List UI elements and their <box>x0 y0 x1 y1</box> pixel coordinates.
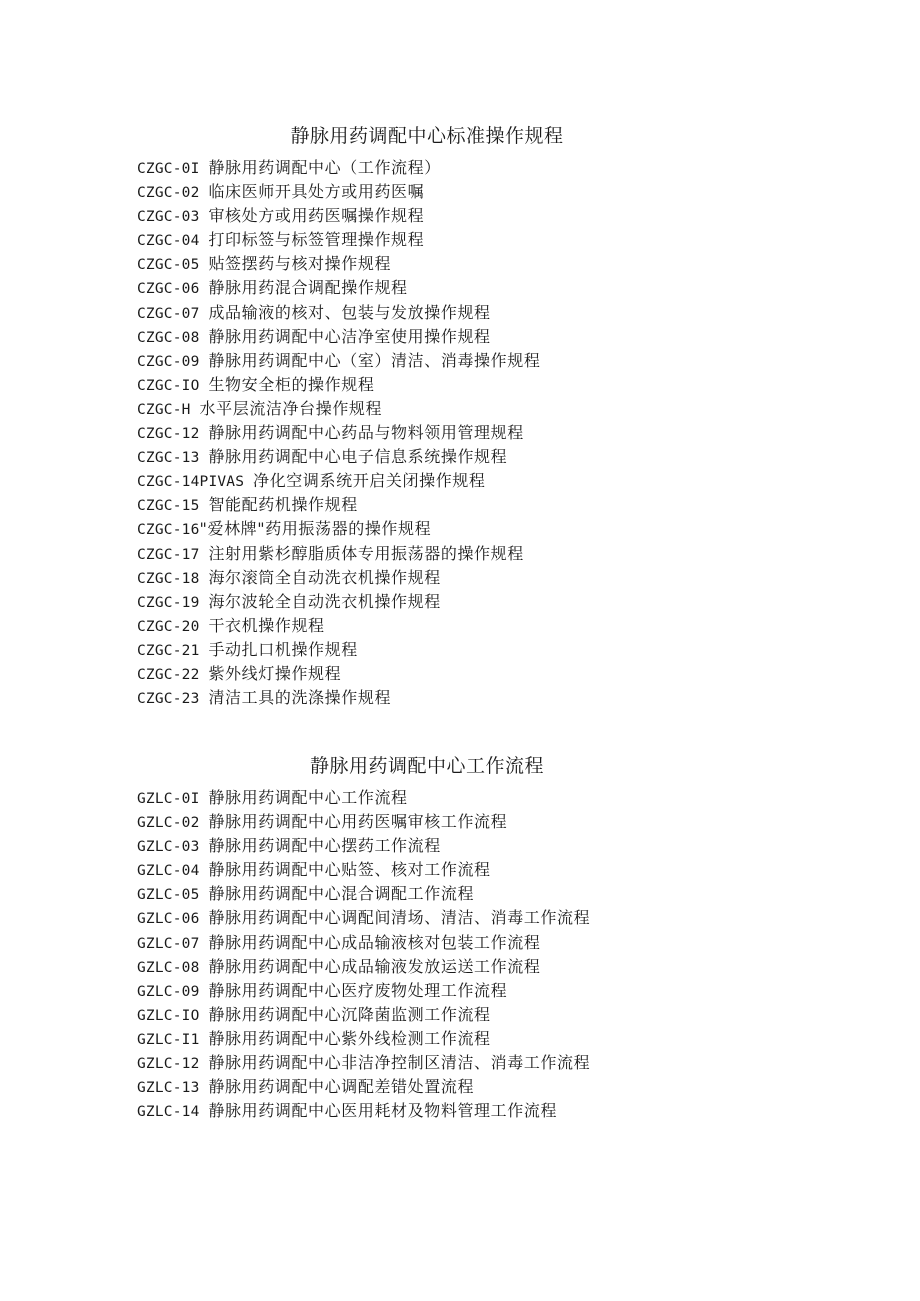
list-item <box>137 228 777 252</box>
list-item <box>137 252 777 276</box>
item-title: 海尔滚筒全自动洗衣机操作规程 <box>208 567 441 587</box>
list-item <box>137 517 777 541</box>
item-code: GZLC-07 <box>137 935 209 952</box>
item-code: CZGC-16 <box>137 522 200 539</box>
item-title: 海尔波轮全自动洗衣机操作规程 <box>208 591 441 611</box>
item-code: CZGC-IO <box>137 377 209 394</box>
item-code: GZLC-14 <box>137 1104 209 1121</box>
item-code: GZLC-02 <box>137 815 209 832</box>
list-item <box>137 590 777 614</box>
item-title: 手动扎口机操作规程 <box>208 639 358 659</box>
item-title: 临床医师开具处方或用药医嘱 <box>208 182 425 202</box>
item-title: 静脉用药调配中心药品与物料领用管理规程 <box>208 423 524 443</box>
sop-section <box>137 122 777 710</box>
item-code: CZGC-02 <box>137 185 209 202</box>
item-title: 静脉用药调配中心非洁净控制区清洁、消毒工作流程 <box>208 1053 591 1073</box>
item-code: CZGC-0I <box>137 161 209 177</box>
item-code: CZGC-18 <box>137 570 209 587</box>
item-title: 水平层流洁净台操作规程 <box>199 398 383 418</box>
item-title: 紫外线灯操作规程 <box>208 663 342 683</box>
item-title: 净化空调系统开启关闭操作规程 <box>253 471 486 491</box>
item-title: 打印标签与标签管理操作规程 <box>208 230 425 250</box>
list-item <box>137 1003 777 1027</box>
list-item <box>137 469 777 493</box>
item-code: CZGC-09 <box>137 353 209 370</box>
item-code: CZGC-19 <box>137 594 209 611</box>
item-title: 审核处方或用药医嘱操作规程 <box>208 206 425 226</box>
item-code: CZGC-13 <box>137 450 209 467</box>
item-title: 静脉用药调配中心成品输液发放运送工作流程 <box>208 956 541 976</box>
item-title: 成品输液的核对、包装与发放操作规程 <box>208 302 491 322</box>
item-title: 贴签摆药与核对操作规程 <box>208 254 392 274</box>
item-code: CZGC-12 <box>137 426 209 443</box>
item-title: 清洁工具的洗涤操作规程 <box>208 688 392 708</box>
section-title: 静脉用药调配中心工作流程 <box>309 755 544 777</box>
item-code: CZGC-21 <box>137 642 209 659</box>
list-item <box>137 810 777 834</box>
workflow-section <box>137 752 777 1123</box>
list-item <box>137 180 777 204</box>
list-item <box>137 638 777 662</box>
item-code: GZLC-I1 <box>137 1031 209 1048</box>
item-code: CZGC-06 <box>137 281 209 298</box>
item-code: CZGC-20 <box>137 618 209 635</box>
item-title: 静脉用药调配中心洁净室使用操作规程 <box>208 326 491 346</box>
list-item <box>137 204 777 228</box>
item-code: CZGC-23 <box>137 691 209 708</box>
list-item <box>137 1099 777 1123</box>
item-code: CZGC-04 <box>137 233 209 250</box>
list-item <box>137 421 777 445</box>
item-code: GZLC-13 <box>137 1080 209 1097</box>
item-title: 干衣机操作规程 <box>208 615 325 635</box>
list-item <box>137 834 777 858</box>
item-title: 注射用紫杉醇脂质体专用振荡器的操作规程 <box>208 543 524 563</box>
item-code: CZGC-07 <box>137 305 209 322</box>
item-title: 静脉用药调配中心用药医嘱审核工作流程 <box>208 812 508 832</box>
list-item <box>137 931 777 955</box>
list-item <box>137 1027 777 1051</box>
item-title: 智能配药机操作规程 <box>208 495 358 515</box>
list-item <box>137 397 777 421</box>
item-title: 生物安全柜的操作规程 <box>208 374 375 394</box>
list-item <box>137 542 777 566</box>
workflow-list <box>137 786 777 1123</box>
item-code: CZGC-05 <box>137 257 209 274</box>
item-code: CZGC-14PIVAS <box>137 474 254 491</box>
item-title: 静脉用药调配中心（工作流程） <box>208 158 441 177</box>
item-title: 静脉用药调配中心混合调配工作流程 <box>208 884 475 904</box>
list-item <box>137 445 777 469</box>
item-title: 静脉用药调配中心电子信息系统操作规程 <box>208 447 508 467</box>
list-item <box>137 662 777 686</box>
item-title: 静脉用药调配中心工作流程 <box>208 788 408 807</box>
item-code: GZLC-0I <box>137 791 209 807</box>
item-title: 静脉用药混合调配操作规程 <box>208 278 408 298</box>
list-item <box>137 686 777 710</box>
item-code: GZLC-06 <box>137 911 209 928</box>
item-title: 静脉用药调配中心（室）清洁、消毒操作规程 <box>208 350 541 370</box>
item-title: 静脉用药调配中心医用耗材及物料管理工作流程 <box>208 1101 558 1121</box>
item-title: "爱林牌"药用振荡器的操作规程 <box>199 519 432 539</box>
item-title: 静脉用药调配中心医疗废物处理工作流程 <box>208 980 508 1000</box>
item-code: GZLC-03 <box>137 839 209 856</box>
item-code: GZLC-05 <box>137 887 209 904</box>
item-title: 静脉用药调配中心摆药工作流程 <box>208 836 441 856</box>
sop-list <box>137 156 777 710</box>
list-item <box>137 325 777 349</box>
item-code: CZGC-03 <box>137 209 209 226</box>
list-item <box>137 955 777 979</box>
list-item <box>137 1051 777 1075</box>
item-code: GZLC-IO <box>137 1007 209 1024</box>
list-item <box>137 349 777 373</box>
item-code: GZLC-12 <box>137 1056 209 1073</box>
list-item <box>137 786 777 810</box>
list-item <box>137 566 777 590</box>
item-title: 静脉用药调配中心紫外线检测工作流程 <box>208 1028 491 1048</box>
list-item <box>137 301 777 325</box>
item-code: CZGC-15 <box>137 498 209 515</box>
item-code: GZLC-09 <box>137 983 209 1000</box>
list-item <box>137 614 777 638</box>
item-code: CZGC-08 <box>137 329 209 346</box>
item-title: 静脉用药调配中心贴签、核对工作流程 <box>208 860 491 880</box>
list-item <box>137 156 777 180</box>
item-code: CZGC-22 <box>137 666 209 683</box>
list-item <box>137 979 777 1003</box>
item-code: CZGC-17 <box>137 546 209 563</box>
item-title: 静脉用药调配中心成品输液核对包装工作流程 <box>208 932 541 952</box>
list-item <box>137 276 777 300</box>
item-code: GZLC-08 <box>137 959 209 976</box>
item-code: CZGC-H <box>137 401 200 418</box>
item-code: GZLC-04 <box>137 863 209 880</box>
list-item <box>137 906 777 930</box>
list-item <box>137 493 777 517</box>
list-item <box>137 1075 777 1099</box>
item-title: 静脉用药调配中心调配间清场、清洁、消毒工作流程 <box>208 908 591 928</box>
item-title: 静脉用药调配中心沉降菌监测工作流程 <box>208 1004 491 1024</box>
list-item <box>137 373 777 397</box>
list-item <box>137 858 777 882</box>
section-title: 静脉用药调配中心标准操作规程 <box>290 125 564 147</box>
list-item <box>137 882 777 906</box>
item-title: 静脉用药调配中心调配差错处置流程 <box>208 1077 475 1097</box>
